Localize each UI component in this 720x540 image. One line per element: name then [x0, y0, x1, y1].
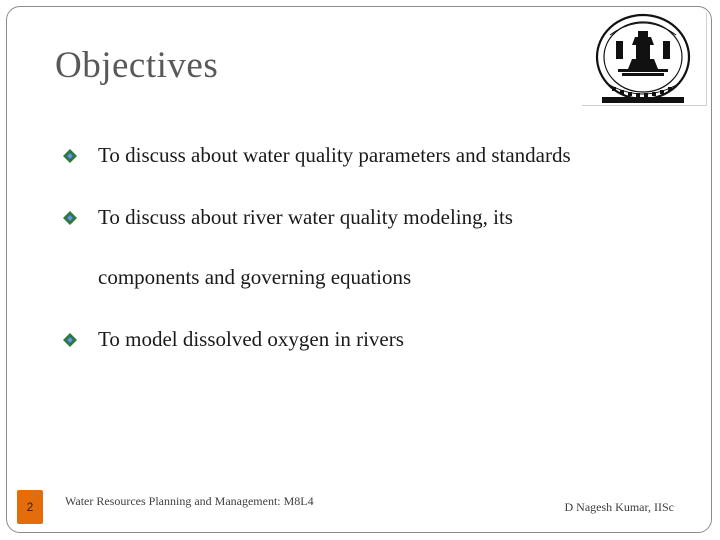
bullet-item	[62, 142, 571, 202]
bullet-text-line: components and governing equations	[98, 265, 412, 289]
checkmark-diamond-bullet-icon	[62, 204, 98, 232]
bullet-item	[62, 326, 404, 386]
bullet-text-line: To model dissolved oxygen in rivers	[98, 327, 404, 351]
bullet-text	[98, 326, 404, 386]
footer-author: D Nagesh Kumar, IISc	[564, 500, 674, 514]
page-number-badge: 2	[17, 490, 43, 524]
iisc-seal-icon	[582, 13, 706, 105]
bullet-text-line: To discuss about water quality parameters and standards	[98, 143, 571, 167]
bullet-text	[98, 142, 571, 202]
logo-area	[582, 13, 707, 106]
checkmark-diamond-bullet-icon	[62, 326, 98, 354]
bullet-text-line: To discuss about river water quality modeling, its	[98, 205, 513, 229]
checkmark-diamond-bullet-icon	[62, 142, 98, 170]
slide-title: Objectives	[55, 45, 219, 86]
footer-course-title: Water Resources Planning and Management: M8L4	[65, 494, 314, 508]
bullet-text	[98, 204, 513, 290]
bullet-item	[62, 204, 513, 290]
